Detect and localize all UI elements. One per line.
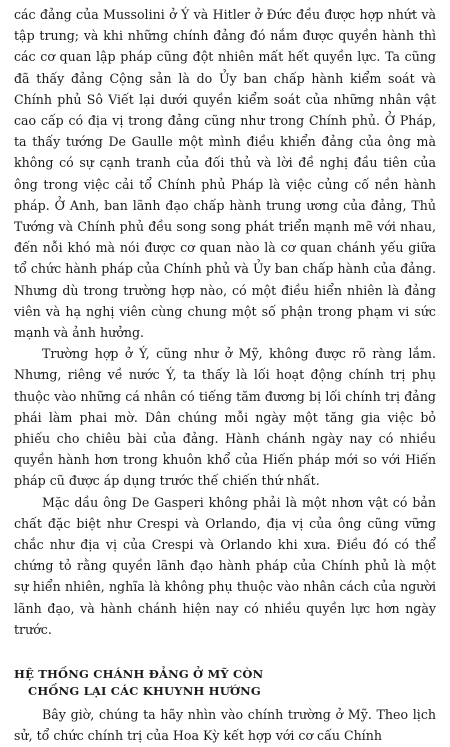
section-heading-line1: HỆ THỐNG CHÁNH ĐẢNG Ở MỸ CÒN xyxy=(14,667,264,682)
paragraph-italy-america: Trường hợp ở Ý, cũng như ở Mỹ, không được rõ ràng lắm. Nhưng, riêng về nước Ý, ta thấy là lối hoạt động chính trị phụ thuộc vào những cá nhân có tiếng tăm đương bị lối chính trị đảng phái làm phai mờ. Dân chúng mỗi ngày một tăng gia việc bỏ phiếu cho chiêu bài của đảng. Hành chánh ngày nay có nhiều quyền hành hơn trong khuôn khổ của Hiến pháp mới so với Hiến pháp cũ được áp dụng trước thế chiến thứ nhất. xyxy=(14,346,436,489)
paragraph-american-politics: Bây giờ, chúng ta hãy nhìn vào chính trường ở Mỹ. Theo lịch sử, tổ chức chính trị của Hoa Kỳ kết hợp với cơ cấu Chính xyxy=(14,707,436,744)
section-heading-line2: CHỐNG LẠI CÁC KHUYNH HƯỚNG xyxy=(28,684,261,699)
section-heading xyxy=(14,666,436,700)
paragraph-party-control: các đảng của Mussolini ở Ý và Hitler ở Đức đều được hợp nhứt và tập trung; và khi những chính đảng đó nắm được quyền hành thì các cơ quan lập pháp cũng đột nhiên mất hết quyền lực. Ta cũng đã thấy đảng Cộng sản là do Ủy ban chấp hành kiểm soát và Chính phủ Sô Viết lại dưới quyền kiểm soát của những nhân vật cao cấp có địa vị trong đảng cũng như trong Chính phủ. Ở Pháp, ta thấy tướng De Gaulle một mình điều khiển đảng của ông mà không có sự cạnh tranh của đối thủ và lời đề nghị đầu tiên của ông trong việc cải tổ Chính phủ Pháp là việc củng cố nền hành pháp. Ở Anh, ban lãnh đạo chấp hành trung ương của đảng, Thủ Tướng và Chính phủ đều song song phát triển mạnh mẽ với nhau, đến nỗi khó mà nói được cơ quan nào là cơ quan chánh yếu giữa tổ chức hành pháp của Chính phủ và Ủy ban chấp hành của đảng. Nhưng dù trong trường hợp nào, có một điều hiển nhiên là đảng viên và hạ nghị viên cùng chung một số phận trong phạm vi sức mạnh và ảnh hưởng. xyxy=(14,7,436,341)
paragraph-de-gasperi: Mặc dầu ông De Gasperi không phải là một nhơn vật có bản chất đặc biệt như Crespi và Orlando, địa vị của ông cũng vững chắc như địa vị của Crespi và Orlando khi xưa. Điều đó có thể chứng tỏ rằng quyền lãnh đạo hành pháp của Chính phủ là một sự hiển nhiên, nghĩa là không phụ thuộc vào nhân cách của người lãnh đạo, và hành chánh hiện nay có nhiều quyền lực hơn ngày trước. xyxy=(14,494,436,637)
